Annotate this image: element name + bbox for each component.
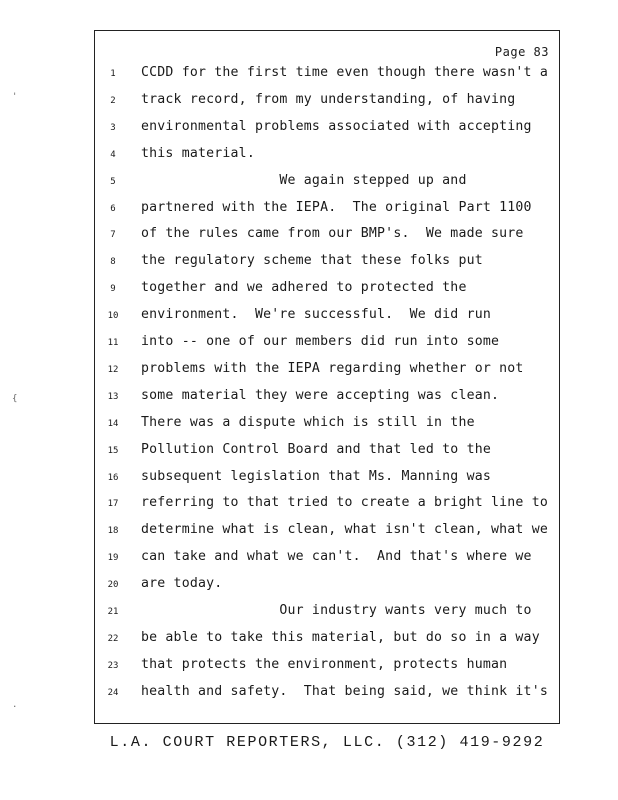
line-text: environment. We're successful. We did run [141, 307, 492, 323]
line-text: CCDD for the first time even though there wasn't a [141, 65, 548, 80]
line-number: 15 [107, 445, 119, 456]
line-text: can take and what we can't. And that's where we [141, 549, 532, 565]
transcript-line [95, 173, 561, 199]
transcript-line [95, 495, 561, 521]
transcript-line [95, 119, 561, 145]
transcript-line [95, 92, 561, 118]
line-text: into -- one of our members did run into some [141, 334, 500, 349]
line-number: 16 [107, 472, 119, 483]
line-text: together and we adhered to protected the [141, 280, 467, 296]
margin-mark: ' [12, 92, 18, 102]
transcript-line [95, 146, 561, 172]
margin-mark: { [12, 394, 18, 404]
line-text: health and safety. That being said, we think it's [141, 683, 548, 699]
line-number: 17 [107, 499, 119, 510]
line-text: of the rules came from our BMP's. We made sure [141, 226, 524, 242]
transcript-line [95, 442, 561, 468]
line-text: There was a dispute which is still in the [141, 414, 475, 430]
line-text: be able to take this material, but do so in a way [141, 629, 540, 645]
page-number: Page 83 [494, 45, 549, 59]
line-text: track record, from my understanding, of having [141, 91, 516, 107]
line-number: 13 [107, 391, 119, 402]
transcript-line [95, 469, 561, 495]
line-text: subsequent legislation that Ms. Manning was [141, 468, 492, 484]
transcript-line [95, 684, 561, 710]
line-number: 8 [110, 257, 116, 268]
line-text: environmental problems associated with accepting [141, 118, 532, 134]
transcript-page [94, 30, 560, 724]
transcript-line [95, 280, 561, 306]
line-number: 24 [107, 687, 119, 698]
reporter-footer: L.A. COURT REPORTERS, LLC. (312) 419-9292 [109, 734, 545, 751]
line-number: 11 [107, 338, 119, 348]
margin-mark: . [12, 700, 18, 710]
transcript-line [95, 576, 561, 602]
line-number: 4 [110, 149, 116, 160]
line-text: determine what is clean, what isn't clean, what we [141, 522, 548, 538]
line-number: 21 [107, 607, 119, 617]
transcript-line [95, 603, 561, 629]
line-number: 19 [107, 553, 119, 564]
transcript-line [95, 549, 561, 575]
transcript-line [95, 415, 561, 441]
line-number: 5 [110, 176, 116, 187]
line-number: 23 [107, 660, 119, 671]
line-text: that protects the environment, protects human [141, 656, 508, 672]
transcript-line [95, 334, 561, 360]
line-number: 22 [107, 633, 119, 644]
line-text: some material they were accepting was clean. [141, 387, 500, 403]
transcript-line [95, 200, 561, 226]
transcript-line [95, 361, 561, 387]
line-number: 7 [110, 230, 116, 241]
line-text: partnered with the IEPA. The original Part 1100 [141, 199, 532, 215]
line-text: Our industry wants very much to [141, 603, 532, 618]
line-number: 20 [107, 580, 119, 591]
line-number: 18 [107, 526, 119, 537]
line-text: are today. [141, 576, 223, 592]
line-number: 3 [110, 122, 116, 133]
line-text: the regulatory scheme that these folks put [141, 253, 483, 269]
line-number: 1 [110, 69, 116, 79]
line-text: We again stepped up and [141, 172, 467, 188]
transcript-line [95, 388, 561, 414]
line-number: 6 [110, 203, 116, 214]
transcript-line [95, 630, 561, 656]
line-text: referring to that tried to create a bright line to [141, 495, 548, 511]
line-number: 12 [107, 364, 119, 375]
transcript-line [95, 226, 561, 252]
transcript-line [95, 522, 561, 548]
line-number: 14 [107, 418, 119, 429]
line-text: Pollution Control Board and that led to the [141, 441, 492, 457]
line-number: 2 [110, 95, 116, 106]
line-text: problems with the IEPA regarding whether or not [141, 360, 524, 376]
line-number: 10 [107, 311, 119, 322]
transcript-line [95, 65, 561, 91]
transcript-line [95, 657, 561, 683]
line-text: this material. [141, 145, 255, 161]
transcript-line [95, 307, 561, 333]
line-number: 9 [110, 284, 116, 295]
transcript-line [95, 253, 561, 279]
